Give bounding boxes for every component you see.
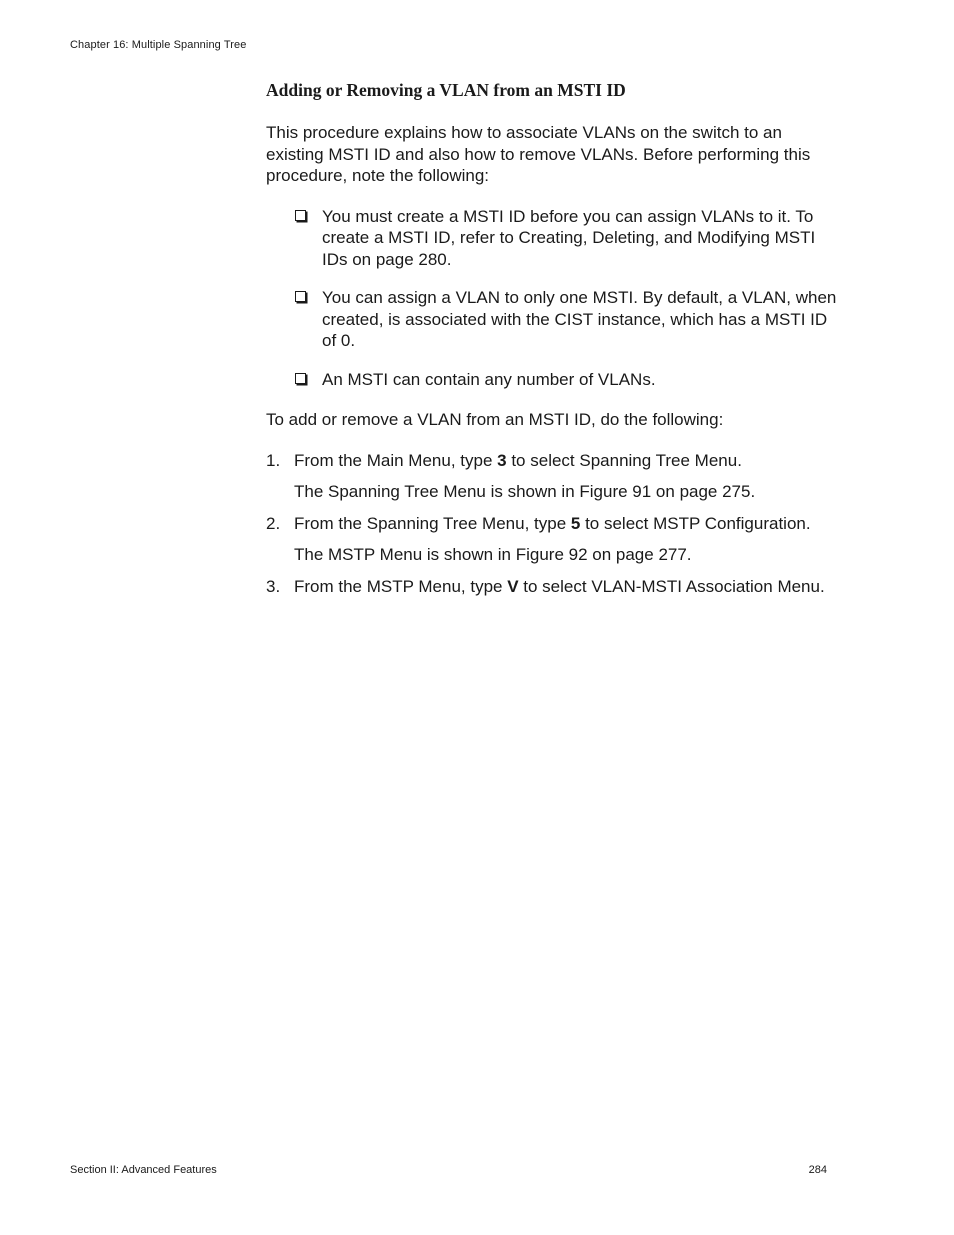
section-heading: Adding or Removing a VLAN from an MSTI ID	[266, 80, 626, 100]
step-number: 2.	[266, 513, 281, 533]
notes-list	[266, 206, 841, 391]
key-to-type: V	[507, 576, 519, 596]
step-instruction: From the MSTP Menu, type V to select VLAN-MSTI Association Menu.	[294, 576, 825, 596]
note-text: You must create a MSTI ID before you can assign VLANs to it. To create a MSTI ID, refer to Creating, Deleting, and Modifying MSTI IDs on page 280.	[322, 206, 816, 269]
intro-paragraph: This procedure explains how to associate VLANs on the switch to an existing MSTI ID and also how to remove VLANs. Before performing this procedure, note the following:	[266, 123, 811, 185]
step-result: The MSTP Menu is shown in Figure 92 on page 277.	[294, 545, 692, 564]
step-number: 3.	[266, 576, 281, 596]
step-instruction: From the Spanning Tree Menu, type 5 to select MSTP Configuration.	[294, 513, 811, 533]
step-result: The Spanning Tree Menu is shown in Figure 91 on page 275.	[294, 482, 756, 501]
key-to-type: 5	[570, 513, 581, 533]
list-item	[294, 369, 841, 391]
note-text: You can assign a VLAN to only one MSTI. By default, a VLAN, when created, is associated with the CIST instance, which has a MSTI ID of 0.	[322, 288, 837, 350]
key-to-type: 3	[497, 450, 507, 470]
list-item	[294, 206, 841, 271]
running-footer: Section II: Advanced Features	[70, 1164, 217, 1176]
checkbox-bullet-icon	[295, 291, 306, 302]
checkbox-bullet-icon	[295, 210, 306, 221]
lead-in-paragraph: To add or remove a VLAN from an MSTI ID, do the following:	[266, 410, 724, 429]
step-instruction: From the Main Menu, type 3 to select Spanning Tree Menu.	[294, 450, 742, 470]
page-number: 284	[808, 1164, 827, 1176]
note-text: An MSTI can contain any number of VLANs.	[322, 369, 656, 389]
step-number: 1.	[266, 450, 281, 470]
step-item	[266, 450, 841, 503]
running-header: Chapter 16: Multiple Spanning Tree	[70, 39, 247, 51]
list-item	[294, 287, 841, 352]
page-content	[266, 78, 841, 607]
checkbox-bullet-icon	[295, 373, 306, 384]
steps-list	[266, 450, 841, 598]
step-item	[266, 576, 841, 598]
step-item	[266, 513, 841, 566]
